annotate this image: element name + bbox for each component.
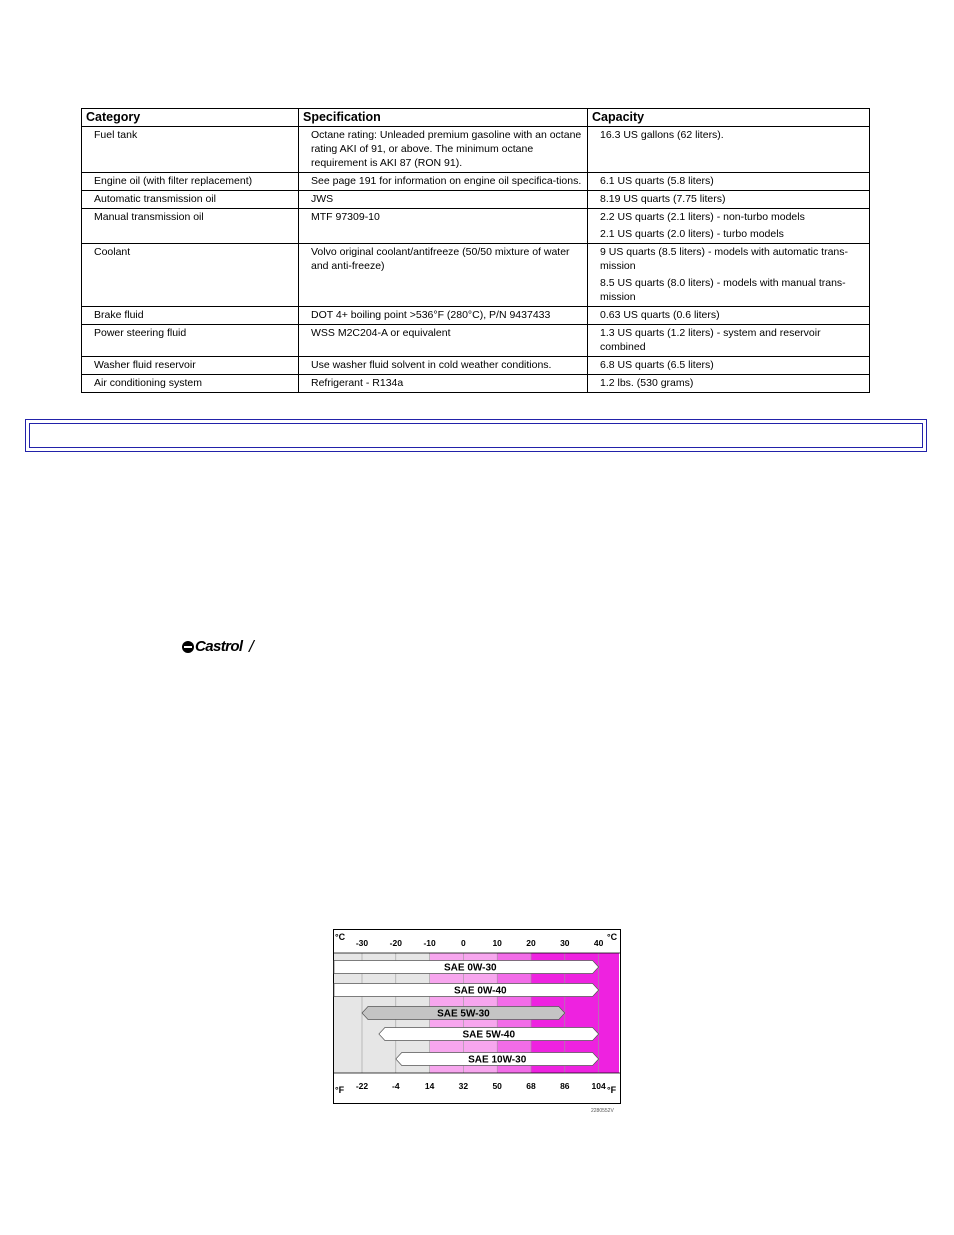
header-capacity: Capacity [588,109,870,127]
castrol-logo-slash-icon: / [249,637,254,656]
celsius-tick-label: 30 [560,938,570,948]
fahrenheit-tick-label: 32 [458,1081,469,1091]
category-cell: Coolant [82,244,299,307]
category-cell: Automatic transmission oil [82,191,299,209]
table-row [82,375,870,393]
capacity-text: 1.3 US quarts (1.2 liters) - system and reservoir combined [600,327,821,353]
capacity-text: 0.63 US quarts (0.6 liters) [600,309,720,321]
table-header-row [82,109,870,127]
category-cell: Manual transmission oil [82,209,299,244]
table-row [82,127,870,173]
celsius-tick-label: -20 [389,938,402,948]
viscosity-chart [333,929,623,1105]
specification-text: DOT 4+ boiling point >536°F (280°C), P/N 9437433 [311,309,551,321]
celsius-tick-label: -30 [355,938,369,948]
capacity-cell [588,325,870,357]
capacity-text: 8.5 US quarts (8.0 liters) - models with manual trans-mission [600,277,846,303]
capacity-cell [588,244,870,307]
table-row [82,209,870,244]
category-cell: Fuel tank [82,127,299,173]
capacity-cell [588,307,870,325]
table-row [82,325,870,357]
specification-cell [299,375,588,393]
specification-cell [299,191,588,209]
viscosity-grade-label: SAE 0W-40 [454,985,507,997]
empty-frame-inner [29,423,923,448]
fahrenheit-tick-label: -22 [355,1081,369,1091]
celsius-tick-label: 10 [492,938,502,948]
capacity-text: 6.1 US quarts (5.8 liters) [600,175,714,187]
castrol-logo-mark-icon [182,641,194,653]
fahrenheit-tick-label: 50 [492,1081,502,1091]
castrol-logo [181,637,259,659]
castrol-logo-text: Castrol [195,638,243,655]
capacity-text: 2.1 US quarts (2.0 liters) - turbo models [600,228,784,240]
capacity-cell [588,209,870,244]
header-specification: Specification [299,109,588,127]
fahrenheit-tick-label: 68 [526,1081,536,1091]
category-cell: Air conditioning system [82,375,299,393]
specification-text: Use washer fluid solvent in cold weather conditions. [311,359,552,371]
category-cell: Power steering fluid [82,325,299,357]
specification-text: Octane rating: Unleaded premium gasoline with an octane rating AKI of 91, or above. The minimum octane requirement is AKI 87 (RON 91). [311,129,582,169]
capacity-text: 1.2 lbs. (530 grams) [600,377,694,389]
specification-text: WSS M2C204-A or equivalent [311,327,451,339]
unit-fahrenheit-left: °F [335,1085,345,1095]
specification-text: Refrigerant - R134a [311,377,404,389]
capacity-cell [588,191,870,209]
celsius-tick-label: 0 [461,938,466,948]
table-row [82,357,870,375]
specification-cell [299,357,588,375]
fahrenheit-tick-label: -4 [392,1081,400,1091]
capacity-cell [588,173,870,191]
capacity-cell [588,357,870,375]
figure-code: 2280552V [591,1108,614,1114]
specification-cell [299,244,588,307]
category-cell: Brake fluid [82,307,299,325]
fahrenheit-tick-label: 14 [424,1081,435,1091]
header-category: Category [82,109,299,127]
category-cell: Washer fluid reservoir [82,357,299,375]
celsius-tick-label: 20 [526,938,536,948]
viscosity-grade-label: SAE 0W-30 [444,962,497,974]
specification-text: Volvo original coolant/antifreeze (50/50 mixture of water and anti-freeze) [311,246,570,272]
specification-cell [299,325,588,357]
capacity-text: 6.8 US quarts (6.5 liters) [600,359,714,371]
specification-cell [299,173,588,191]
fahrenheit-tick-label: 104 [591,1081,606,1091]
specification-text: JWS [311,193,334,205]
unit-celsius-right: °C [607,932,618,942]
capacity-text: 9 US quarts (8.5 liters) - models with automatic trans-mission [600,246,849,272]
category-cell: Engine oil (with filter replacement) [82,173,299,191]
viscosity-grade-label: SAE 10W-30 [468,1054,527,1066]
table-row [82,191,870,209]
celsius-tick-label: 40 [593,938,604,948]
specification-cell [299,127,588,173]
specification-text: MTF 97309-10 [311,211,380,223]
capacity-text: 2.2 US quarts (2.1 liters) - non-turbo models [600,211,805,223]
empty-frame-bar [25,419,927,452]
table-row [82,173,870,191]
unit-fahrenheit-right: °F [607,1085,617,1095]
table-row [82,244,870,307]
specification-text: See page 191 for information on engine oil specifica-tions. [311,175,582,187]
celsius-tick-label: -10 [423,938,436,948]
table-row [82,307,870,325]
specification-cell [299,307,588,325]
unit-celsius-left: °C [335,932,346,942]
capacity-cell [588,375,870,393]
specification-cell [299,209,588,244]
viscosity-grade-label: SAE 5W-30 [437,1008,490,1020]
specifications-table [81,108,870,393]
capacity-text: 16.3 US gallons (62 liters). [600,129,724,141]
fahrenheit-tick-label: 86 [560,1081,570,1091]
capacity-text: 8.19 US quarts (7.75 liters) [600,193,726,205]
viscosity-grade-label: SAE 5W-40 [462,1029,516,1041]
capacity-cell [588,127,870,173]
